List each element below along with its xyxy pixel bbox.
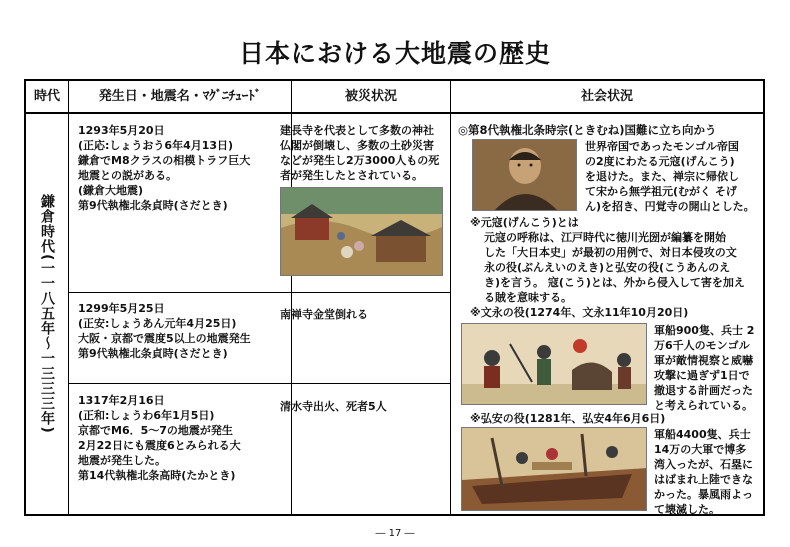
koan-text: はばまれ上陸できな <box>654 473 753 486</box>
quake-1299 <box>78 301 251 361</box>
bunei-text: 軍が敵情視察と威嚇 <box>654 354 753 367</box>
bunei-description <box>654 323 754 413</box>
koan-text: 湾入ったが、石塁に <box>654 458 753 471</box>
header-date: 発生日・地震名・ﾏｸﾞﾆﾁｭｰﾄﾞ <box>98 89 262 104</box>
quake-text: 京都でM6．5〜7の地震が発生 <box>78 424 233 437</box>
column-divider <box>68 81 69 514</box>
bunei-battle-painting <box>461 323 647 405</box>
genko-text: 永の役(ぶんえいのえき)と弘安の役(こうあんのえ <box>484 261 731 274</box>
tokimune-text: を退けた。また、禅宗に帰依し <box>585 170 739 183</box>
bunei-heading: ※文永の役(1274年、文永11年10月20日) <box>470 306 689 319</box>
genko-description <box>484 230 745 305</box>
koan-battle-painting <box>461 427 647 511</box>
quake-era-date: (正和:しょうわ6年1月5日) <box>78 409 215 422</box>
bunei-text: と考えられている。 <box>654 399 753 412</box>
damage-1299 <box>280 307 368 322</box>
genko-text: る賊を意味する。 <box>484 291 572 304</box>
quake-name: (鎌倉大地震) <box>78 184 144 197</box>
damage-text: 建長寺を代表として多数の神社 <box>280 124 434 137</box>
genko-text: した「大日本史」が最初の用例で、対日本侵攻の文 <box>484 246 737 259</box>
damage-text: 南禅寺金堂倒れる <box>280 308 368 321</box>
quake-1317 <box>78 393 241 483</box>
damage-text: 清水寺出火、死者5人 <box>280 400 387 413</box>
row-divider <box>68 383 451 384</box>
quake-date: 1299年5月25日 <box>78 302 165 315</box>
koan-text: 14万の大軍で博多 <box>654 443 747 456</box>
quake-date: 1293年5月20日 <box>78 124 165 137</box>
quake-text: 鎌倉でM8クラスの相模トラフ巨大 <box>78 154 251 167</box>
koan-heading: ※弘安の役(1281年、弘安4年6月6日) <box>470 412 666 425</box>
genko-text: き)を言う。 寇(こう)とは、外から侵入して害を加え <box>484 276 745 289</box>
bunei-text: 攻撃に過ぎず1日で <box>654 369 750 382</box>
era-label: 鎌倉時代(一一八五年〜一三三三年) <box>39 194 55 434</box>
genko-heading: ※元寇(げんこう)とは <box>470 216 579 229</box>
damage-text: 仏閣が倒壊し、多数の土砂災害 <box>280 139 434 152</box>
quake-text: 大阪・京都で震度5以上の地震発生 <box>78 332 251 345</box>
table-header <box>26 81 763 114</box>
damage-text: 者が発生したとされている。 <box>280 169 423 182</box>
tokimune-text: て宋から無学祖元(むがく そげ <box>585 185 737 198</box>
damage-1293 <box>280 123 439 183</box>
tokimune-text: の2度にわたる元寇(げんこう) <box>585 155 735 168</box>
tokimune-description <box>585 139 755 214</box>
quake-regent: 第14代執権北条高時(たかとき) <box>78 469 236 482</box>
quake-era-date: (正応:しょうおう6年4月13日) <box>78 139 234 152</box>
header-social: 社会状況 <box>580 89 633 104</box>
tokimune-text: ん)を招き、円覚寺の開山とした。 <box>585 200 755 213</box>
quake-regent: 第9代執権北条貞時(さだとき) <box>78 347 228 360</box>
bunei-text: 軍船900隻、兵士 2 <box>654 324 755 337</box>
koan-description <box>654 427 753 517</box>
quake-text: 2月22日にも震度6とみられる大 <box>78 439 241 452</box>
tokimune-portrait <box>472 139 577 211</box>
quake-text: 地震との説がある。 <box>78 169 177 182</box>
damage-text: などが発生し2万3000人もの死 <box>280 154 440 167</box>
damage-1317 <box>280 399 387 414</box>
header-damage: 被災状況 <box>344 89 397 104</box>
tokimune-heading: ◎第8代執権北条時宗(ときむね)国難に立ち向かう <box>458 123 717 137</box>
quake-era-date: (正安:しょうあん元年4月25日) <box>78 317 237 330</box>
koan-text: て壊滅した。 <box>654 503 720 516</box>
row-divider <box>68 292 451 293</box>
era-cell <box>26 114 68 514</box>
quake-date: 1317年2月16日 <box>78 394 165 407</box>
quake-text: 地震が発生した。 <box>78 454 166 467</box>
page-title: 日本における大地震の歴史 <box>238 39 551 68</box>
koan-text: 軍船4400隻、兵士 <box>654 428 751 441</box>
header-era: 時代 <box>33 89 60 104</box>
page-number: ― 17 ― <box>375 528 415 539</box>
history-table <box>24 79 765 516</box>
bunei-text: 万6千人のモンゴル <box>654 339 750 352</box>
genko-text: 元寇の呼称は、江戸時代に徳川光圀が編纂を開始 <box>484 231 726 244</box>
tokimune-text: 世界帝国であったモンゴル帝国 <box>585 140 739 153</box>
quake-1293 <box>78 123 250 213</box>
quake-regent: 第9代執権北条貞時(さだとき) <box>78 199 228 212</box>
koan-text: かった。暴風雨よっ <box>654 488 753 501</box>
column-divider <box>450 81 451 514</box>
temple-scroll-painting <box>280 187 443 276</box>
bunei-text: 撤退する計画だった <box>654 384 753 397</box>
